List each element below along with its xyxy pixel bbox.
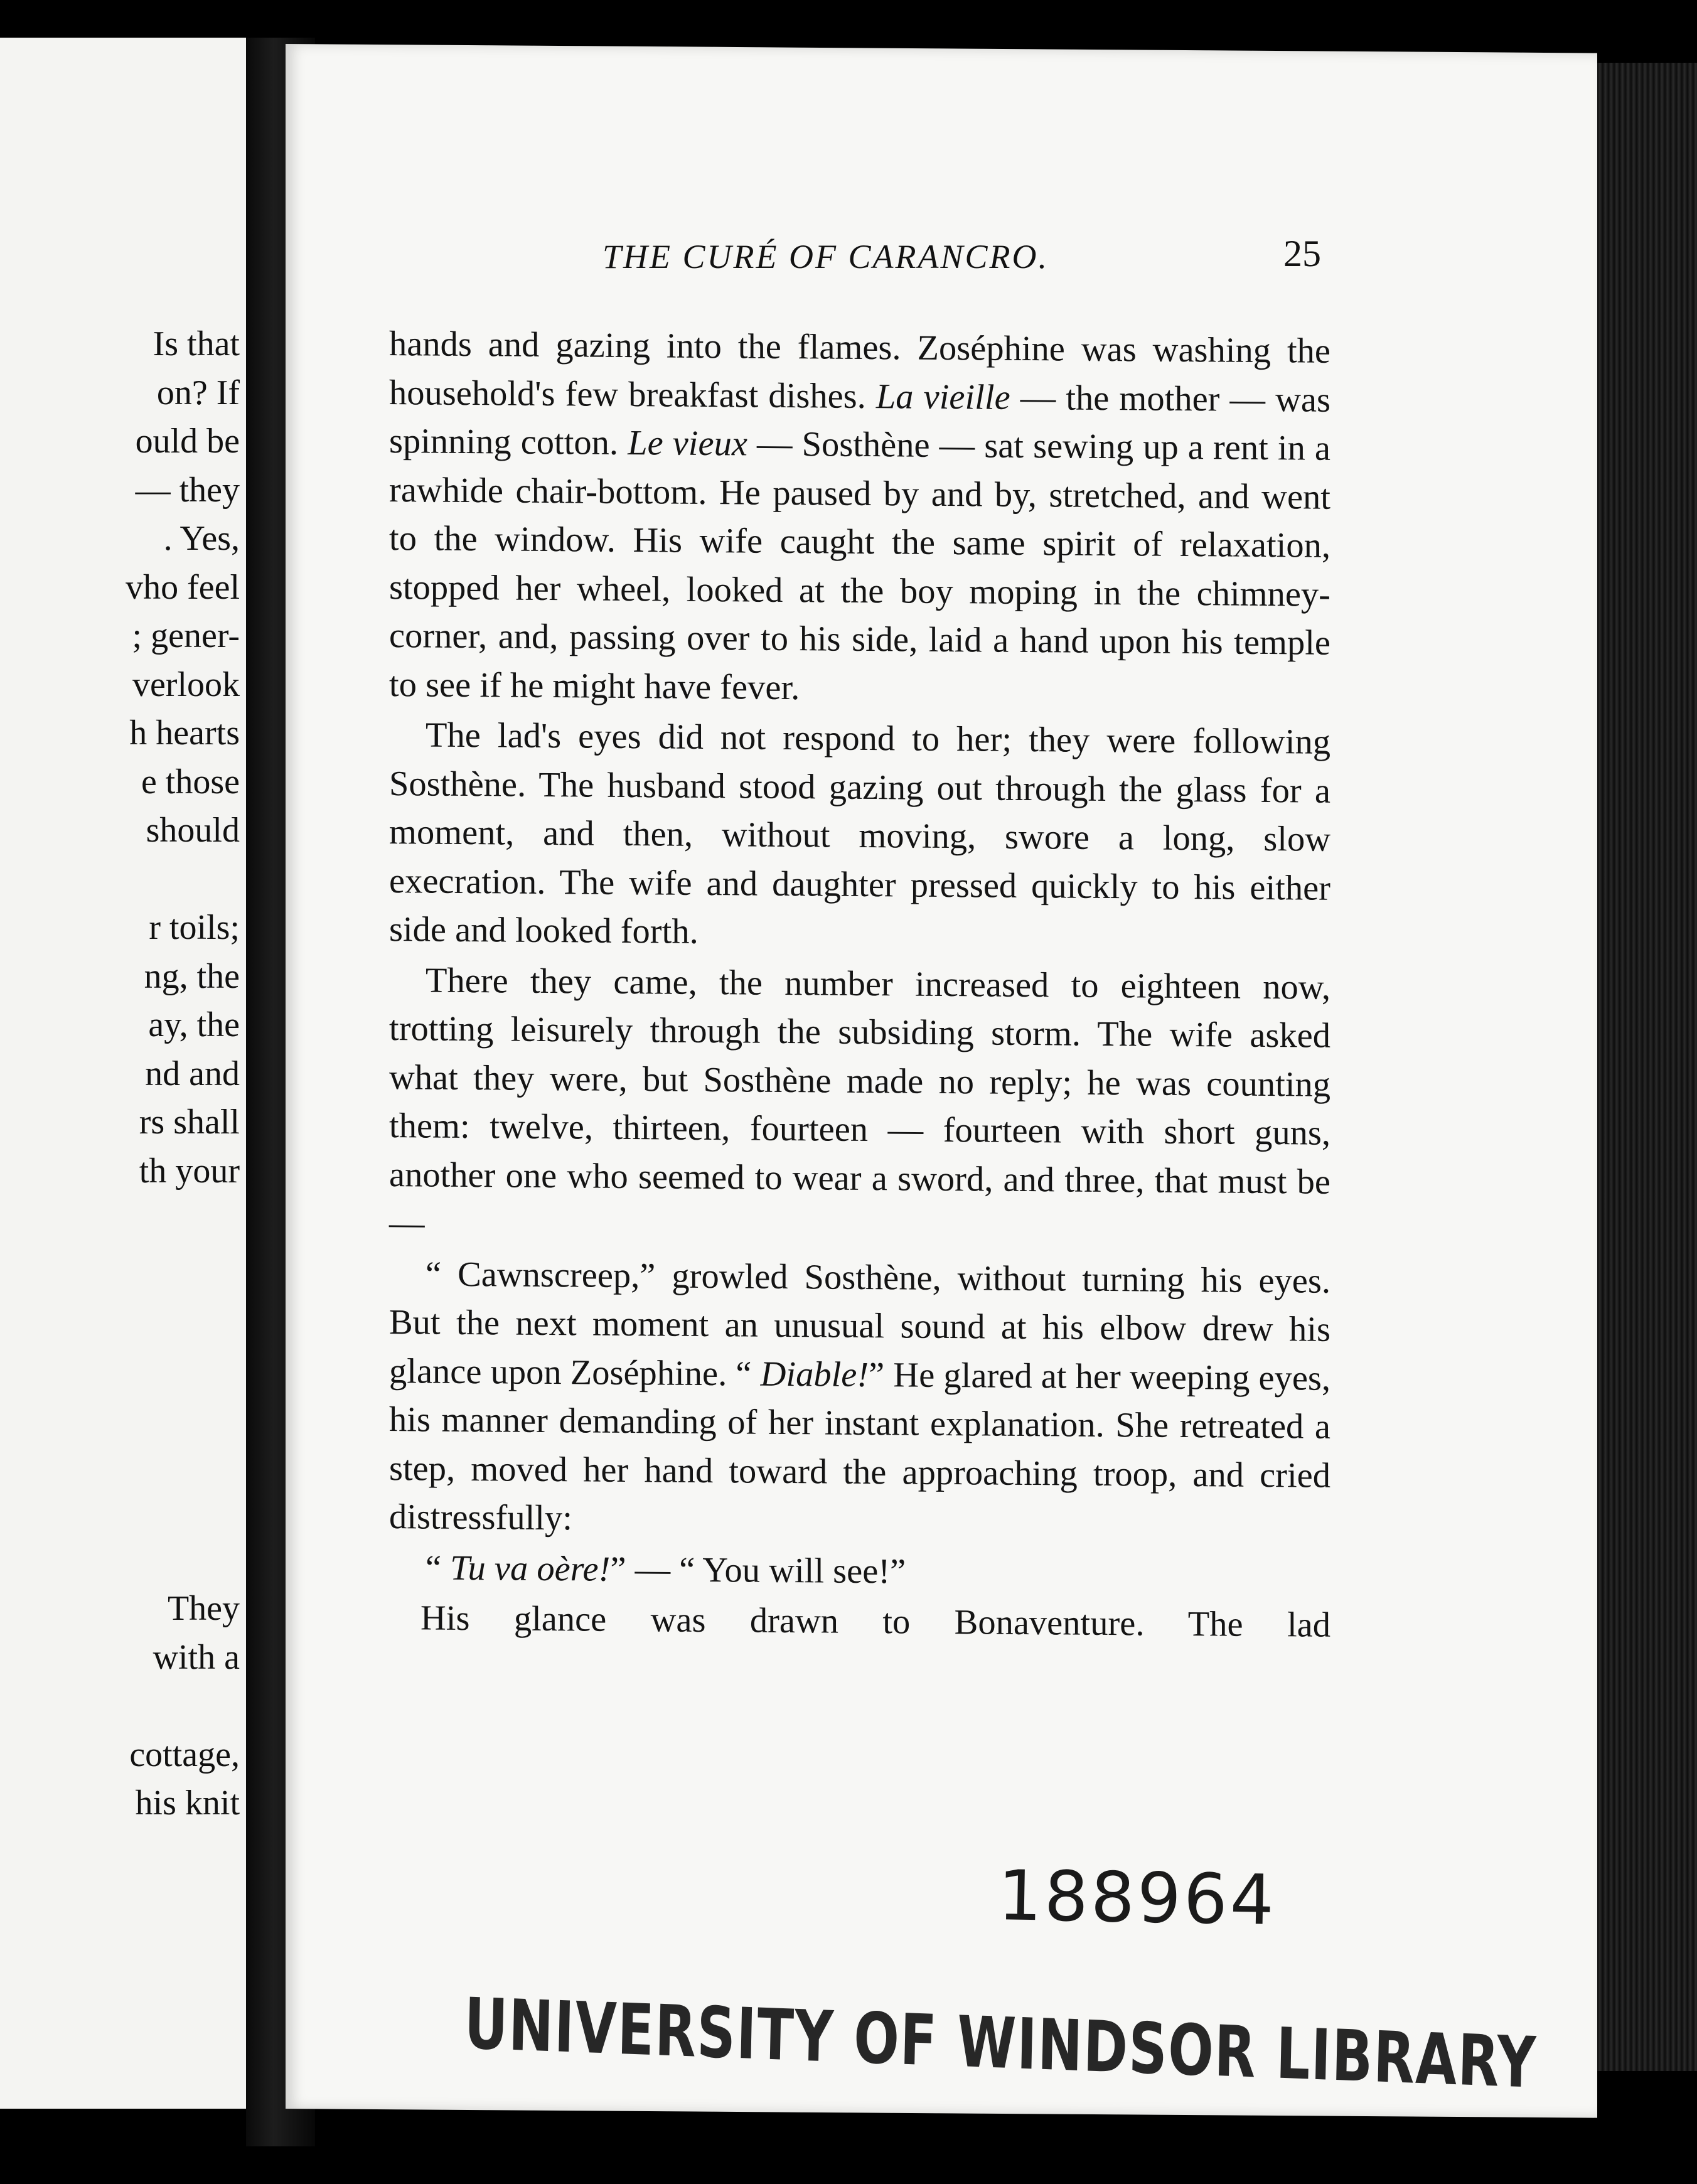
left-page-line: [126, 855, 240, 904]
paragraph-2: The lad's eyes did not respond to her; they were following Sosthène. The husband stood gazing out through the glass for a moment, and then, without moving, swore a long, slow execration. The wife and daughter pressed quickly to his either side and looked forth.: [389, 715, 1330, 951]
left-page-line: should: [146, 811, 240, 850]
left-page-line: e those: [141, 762, 240, 801]
paragraph-4: “ Cawnscreep,” growled Sosthène, without turning his eyes. But the next moment an unusual sound at his elbow drew his glance upon Zoséphine. “ Diable!” He glared at her weeping eyes, his manner demanding of her instant explanation. She retreated a step, moved her hand toward the approaching troop, and cried distressfully:: [389, 1254, 1331, 1538]
running-title: THE CURÉ OF CARANCRO.: [602, 238, 1049, 276]
left-page-line: his knit: [135, 1784, 240, 1823]
paragraph-1: hands and gazing into the flames. Zoséphine was washing the household's few breakfast dishes. La vieille — the mother — was spinning cotton. Le vieux — Sosthène — sat sewing up a rent in a rawhide chair-bottom. He paused by and by, stretched, and went to the window. His wife caught the same spirit of relaxation, stopped her wheel, looked at the boy moping in the chimney-corner, and, passing over to his side, laid a hand upon his temple to see if he might have fever.: [389, 324, 1330, 707]
left-page-line: [126, 1293, 240, 1342]
left-page-line: verlook: [132, 665, 240, 704]
left-page-line: [126, 1342, 240, 1391]
left-page-line: vho feel: [126, 567, 240, 607]
left-page-line: They: [167, 1589, 240, 1628]
left-page-line: [126, 1487, 240, 1536]
left-page-text: [126, 320, 240, 1828]
accession-number: 188964: [997, 1855, 1278, 1940]
left-page-line: Is that: [153, 324, 240, 363]
left-page-line: h hearts: [129, 714, 240, 752]
left-page-line: [126, 1536, 240, 1585]
paragraph-3: There they came, the number increased to eighteen now, trotting leisurely through the subsiding storm. The wife asked what they were, but Sosthène made no reply; he was counting them: twelve, thirteen, fourteen — fourteen with short guns, another one who seemed to wear a sword, and three, that must be —: [389, 960, 1330, 1243]
library-stamp: UNIVERSITY OF WINDSOR LIBRARY: [463, 1983, 1538, 2104]
left-page-line: ould be: [135, 422, 240, 461]
left-page-line: [126, 1439, 240, 1488]
spine-stamp: [1607, 659, 1657, 1506]
left-page-line: [126, 1682, 240, 1731]
left-page-line: th your: [139, 1151, 240, 1191]
left-facing-page: [0, 38, 246, 2109]
left-page-line: [126, 1245, 240, 1293]
paragraph-6: His glance was drawn to Bonaventure. The lad: [420, 1598, 1330, 1645]
page-body: [389, 320, 1330, 1652]
left-page-line: [126, 1196, 240, 1245]
left-page-line: cottage,: [129, 1735, 240, 1774]
left-page-line: . Yes,: [163, 519, 240, 558]
page-number: 25: [1283, 233, 1321, 274]
left-page-line: ng, the: [144, 956, 240, 996]
left-page-line: on? If: [156, 373, 240, 412]
left-page-line: nd and: [145, 1054, 240, 1093]
left-page-line: ; gener-: [132, 616, 240, 655]
paragraph-5: “ Tu va oère!” — “ You will see!”: [426, 1548, 906, 1591]
left-page-line: r toils;: [149, 908, 240, 947]
left-page-line: ay, the: [148, 1005, 240, 1044]
left-page-line: [126, 1390, 240, 1439]
left-page-line: with a: [153, 1637, 240, 1677]
left-page-line: — they: [135, 470, 240, 510]
left-page-line: rs shall: [139, 1103, 240, 1142]
